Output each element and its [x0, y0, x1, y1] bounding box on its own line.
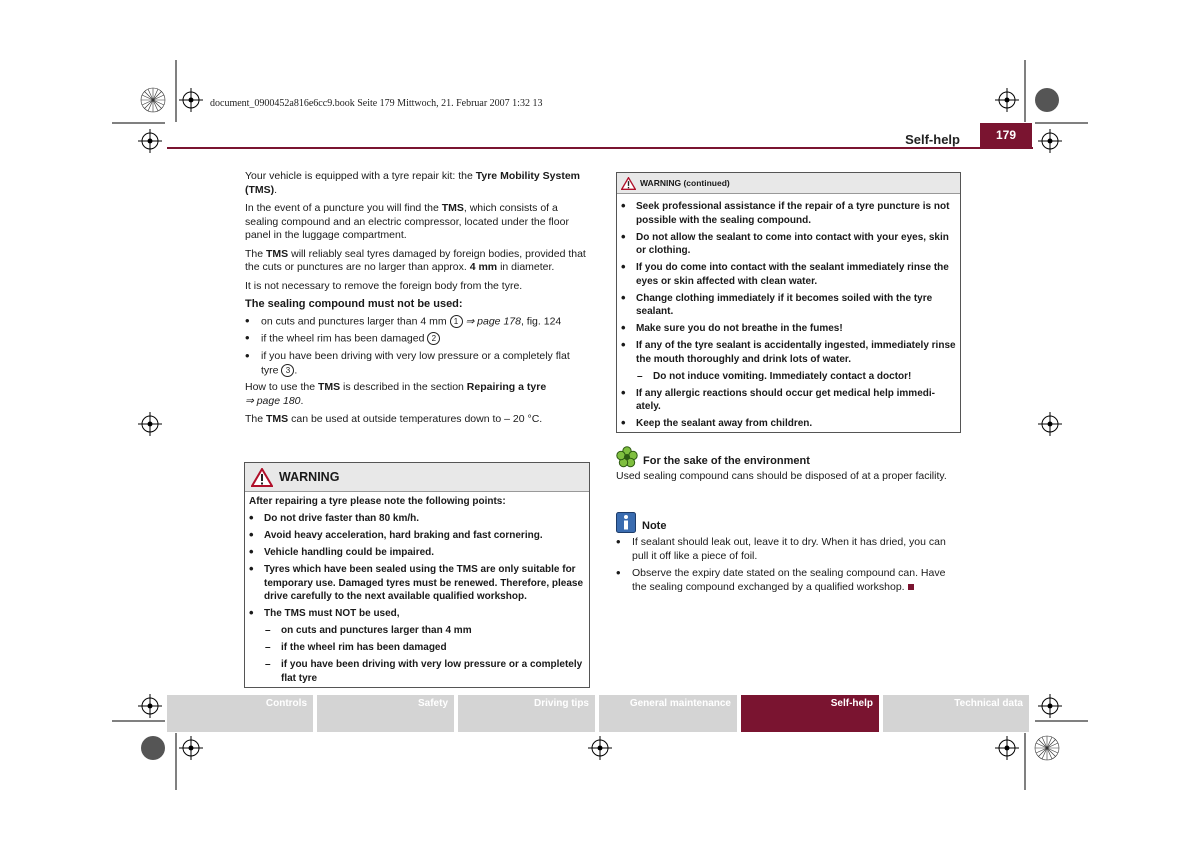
list-item: • if the wheel rim has been damaged 2	[245, 332, 590, 346]
warning-continued-box	[616, 172, 961, 433]
environment-text: Used sealing compound cans should be disposed of at a proper facility.	[616, 470, 947, 482]
tab-controls[interactable]: Controls	[167, 695, 313, 732]
left-column	[245, 170, 590, 432]
tab-driving-tips[interactable]: Driving tips	[458, 695, 595, 732]
warning-item: • If any allergic reactions should occur get medical help immedi-ately.	[621, 387, 956, 414]
paragraph: It is not necessary to remove the foreign body from the tyre.	[245, 279, 523, 292]
chapter-tabs	[167, 695, 1033, 732]
callout-number: 2	[427, 332, 440, 345]
note-section	[616, 512, 961, 598]
page-link[interactable]: ⇒ page 178	[462, 314, 521, 327]
list-item: • on cuts and punctures larger than 4 mm 1 ⇒ page 178, fig. 124	[245, 315, 590, 329]
paragraph: Your vehicle is equipped with a tyre repair kit: the Tyre Mobility System (TMS).	[245, 170, 581, 196]
warning-subitem: – on cuts and punctures larger than 4 mm	[265, 624, 585, 638]
warning-header	[617, 173, 960, 194]
tab-general-maintenance[interactable]: General maintenance	[599, 695, 737, 732]
warning-intro: After repairing a tyre please note the following points:	[249, 496, 506, 507]
info-icon	[616, 512, 636, 533]
paragraph: How to use the TMS is described in the section Repairing a tyre ⇒ page 180.	[245, 381, 547, 407]
warning-item: • Do not allow the sealant to come into contact with your eyes, skin or clothing.	[621, 231, 956, 258]
list-item: • if you have been driving with very low pressure or a completely flat tyre 3 .	[245, 350, 590, 377]
note-item: • If sealant should leak out, leave it to dry. When it has dried, you can pull it off like a piece of foil.	[616, 536, 961, 563]
warning-item: • Change clothing immediately if it becomes soiled with the tyre sealant.	[621, 292, 956, 319]
warning-item: • Tyres which have been sealed using the TMS are only suitable for temporary use. Damaged tyres must be renewed. Therefore, please drive carefully to the next available qualified workshop.	[249, 563, 585, 604]
section-heading: The sealing compound must not be used:	[245, 298, 463, 310]
tab-self-help[interactable]: Self-help	[741, 695, 879, 732]
warning-body	[617, 194, 960, 437]
paragraph: The TMS can be used at outside temperatures down to – 20 °C.	[245, 413, 543, 426]
warning-subitem: – if you have been driving with very low pressure or a completely flat tyre	[265, 658, 585, 685]
print-meta-line: document_0900452a816e6cc9.book Seite 179 Mittwoch, 21. Februar 2007 1:32 13	[210, 98, 543, 109]
tab-safety[interactable]: Safety	[317, 695, 454, 732]
warning-header	[245, 463, 589, 492]
warning-body	[245, 492, 589, 692]
callout-number: 1	[450, 315, 463, 328]
end-square-icon	[908, 584, 914, 590]
environment-note	[616, 446, 961, 489]
tab-technical-data[interactable]: Technical data	[883, 695, 1029, 732]
warning-triangle-icon	[251, 468, 273, 487]
warning-item: • If any of the tyre sealant is accidentally ingested, immediately rinse the mouth thoroughly and drink lots of water.	[621, 339, 956, 366]
note-title: Note	[642, 519, 667, 532]
warning-title: WARNING (continued)	[640, 178, 730, 188]
paragraph: In the event of a puncture you will find the TMS, which consists of a sealing compound and an electric compressor, located under the floor panel in the luggage compartment.	[245, 202, 569, 241]
page-number: 179	[980, 123, 1032, 147]
environment-title: For the sake of the environment	[643, 454, 810, 467]
note-item: • Observe the expiry date stated on the sealing compound can. Have the sealing compound exchanged by a qualified workshop.	[616, 567, 961, 594]
warning-item: • If you do come into contact with the sealant immediately rinse the eyes or skin affected with clean water.	[621, 261, 956, 288]
page-link[interactable]: ⇒ page 180	[245, 394, 301, 407]
flower-icon	[616, 446, 638, 468]
callout-number: 3	[281, 364, 294, 377]
paragraph: The TMS will reliably seal tyres damaged by foreign bodies, provided that the cuts or punctures are no larger than approx. 4 mm in diameter.	[245, 247, 586, 273]
page-title: Self-help	[905, 132, 960, 147]
warning-item: • Vehicle handling could be impaired.	[249, 546, 585, 560]
warning-item: • Make sure you do not breathe in the fumes!	[621, 322, 956, 336]
warning-subitem: – if the wheel rim has been damaged	[265, 641, 585, 655]
warning-item: • The TMS must NOT be used,	[249, 607, 585, 621]
warning-item: • Keep the sealant away from children.	[621, 417, 956, 431]
warning-triangle-icon	[621, 177, 636, 190]
warning-title: WARNING	[279, 470, 340, 484]
warning-item: • Do not drive faster than 80 km/h.	[249, 512, 585, 526]
warning-item: • Seek professional assistance if the repair of a tyre puncture is not possible with the sealing compound.	[621, 200, 956, 227]
warning-item: • Avoid heavy acceleration, hard braking and fast cornering.	[249, 529, 585, 543]
warning-box	[244, 462, 590, 688]
warning-subitem: – Do not induce vomiting. Immediately contact a doctor!	[637, 370, 956, 384]
header-rule	[167, 147, 1033, 149]
